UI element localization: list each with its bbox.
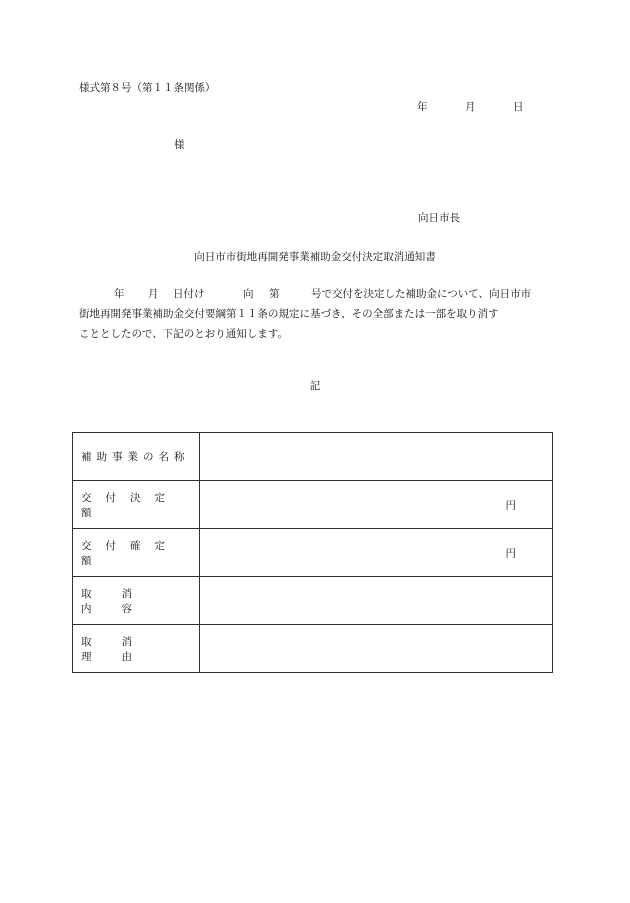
body-date: 日付け: [173, 288, 205, 300]
table-row: [73, 625, 553, 673]
row-label-project-name: 補助事業の名称: [73, 433, 200, 481]
body-line-1: [79, 284, 549, 304]
date-year-label: 年: [417, 101, 428, 113]
yen-unit: 円: [505, 547, 516, 559]
ki-heading: 記: [309, 380, 321, 392]
body-dai: 第: [269, 288, 280, 300]
body-month: 月: [148, 288, 159, 300]
form-number: 様式第８号（第１１条関係）: [79, 82, 216, 94]
row-value-confirmed-amount[interactable]: [200, 529, 553, 577]
yen-unit: 円: [505, 499, 516, 511]
table-row: [73, 433, 553, 481]
body-year: 年: [114, 288, 125, 300]
body-line1-rest: 号で交付を決定した補助金について、向日市市: [311, 288, 532, 300]
table-row: [73, 529, 553, 577]
row-value-decided-amount[interactable]: [200, 481, 553, 529]
document-title: 向日市市街地再開発事業補助金交付決定取消通知書: [194, 251, 436, 263]
body-line-2: 街地再開発事業補助金交付要綱第１１条の規定に基づき、その全部または一部を取り消す: [79, 308, 499, 320]
addressee-suffix: 様: [174, 139, 185, 151]
row-value-project-name[interactable]: [200, 433, 553, 481]
date-month-label: 月: [465, 101, 476, 113]
row-label-cancel-content: 取消内容: [73, 577, 200, 625]
body-mukou: 向: [243, 288, 254, 300]
table-row: [73, 481, 553, 529]
detail-table: [72, 432, 553, 673]
body-text: [79, 284, 549, 344]
row-label-decided-amount: 交付決定額: [73, 481, 200, 529]
date-line: [417, 100, 524, 114]
table-row: [73, 577, 553, 625]
row-value-cancel-reason[interactable]: [200, 625, 553, 673]
issuer-name: 向日市長: [418, 212, 460, 224]
date-day-label: 日: [513, 101, 524, 113]
row-label-confirmed-amount: 交付確定額: [73, 529, 200, 577]
row-label-cancel-reason: 取消理由: [73, 625, 200, 673]
row-value-cancel-content[interactable]: [200, 577, 553, 625]
body-line-3: こととしたので、下記のとおり通知します。: [79, 328, 288, 340]
